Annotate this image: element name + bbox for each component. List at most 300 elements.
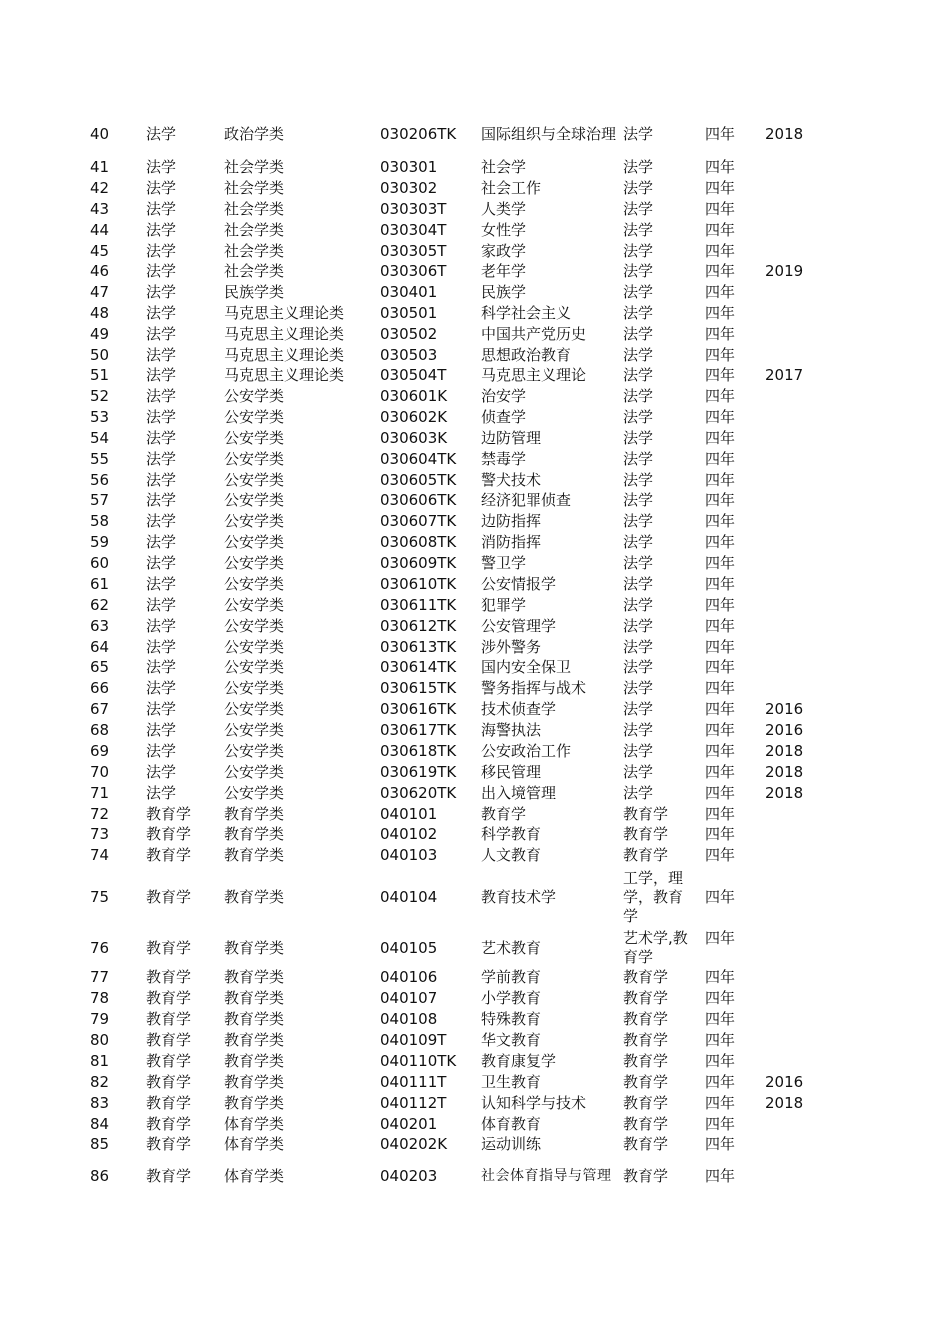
table-row: [0, 532, 950, 553]
major-class: 公安学类: [224, 387, 285, 405]
degree-type: 教育学: [623, 1094, 669, 1112]
discipline-category: 法学: [146, 491, 177, 509]
degree-type: 教育学: [623, 1166, 669, 1185]
discipline-category: 法学: [146, 158, 177, 176]
major-name: 治安学: [481, 387, 527, 405]
degree-type: 法学: [623, 221, 654, 239]
row-number: 79: [90, 1010, 110, 1028]
major-class: 公安学类: [224, 617, 285, 635]
degree-type: 教育学: [623, 825, 669, 843]
major-name: 社会工作: [481, 179, 542, 197]
major-name: 社会体育指导与管理: [481, 1167, 612, 1184]
degree-type: 法学: [623, 200, 654, 218]
major-code: 030302: [380, 179, 438, 197]
table-row: [0, 988, 950, 1009]
major-name: 公安管理学: [481, 617, 557, 635]
major-code: 040104: [380, 888, 438, 906]
table-row: [0, 553, 950, 574]
major-name: 公安政治工作: [481, 742, 572, 760]
discipline-category: 法学: [146, 658, 177, 676]
table-row: [0, 449, 950, 470]
major-code: 030605TK: [380, 471, 457, 489]
discipline-category: 法学: [146, 554, 177, 572]
major-name: 特殊教育: [481, 1010, 542, 1028]
degree-type: 法学: [623, 554, 654, 572]
table-row: [0, 1030, 950, 1051]
major-code: 030304T: [380, 221, 447, 239]
major-code: 030602K: [380, 408, 448, 426]
study-years: 四年: [705, 450, 736, 468]
major-class: 公安学类: [224, 658, 285, 676]
major-code: 040101: [380, 805, 438, 823]
discipline-category: 教育学: [146, 1094, 192, 1112]
study-years: 四年: [705, 1010, 736, 1028]
row-number: 77: [90, 968, 110, 986]
major-code: 030503: [380, 346, 438, 364]
discipline-category: 教育学: [146, 846, 192, 864]
discipline-category: 法学: [146, 283, 177, 301]
study-years: 四年: [705, 1166, 736, 1185]
table-row: [0, 1134, 950, 1155]
major-name: 边防管理: [481, 429, 542, 447]
row-number: 72: [90, 805, 110, 823]
table-row: [0, 470, 950, 491]
major-code: 030619TK: [380, 763, 457, 781]
table-row: [0, 678, 950, 699]
major-name: 思想政治教育: [481, 346, 572, 364]
study-years: 四年: [705, 325, 736, 343]
major-name: 国际组织与全球治理: [481, 124, 617, 143]
table-row: [0, 866, 950, 929]
major-class: 公安学类: [224, 721, 285, 739]
study-years: 四年: [705, 679, 736, 697]
row-number: 62: [90, 596, 110, 614]
discipline-category: 法学: [146, 596, 177, 614]
table-row: [0, 741, 950, 762]
study-years: 四年: [705, 825, 736, 843]
discipline-category: 法学: [146, 742, 177, 760]
table-row: [0, 407, 950, 428]
major-class: 社会学类: [224, 200, 285, 218]
table-row: [0, 428, 950, 449]
major-class: 公安学类: [224, 700, 285, 718]
major-code: 030206TK: [380, 124, 457, 143]
degree-type: 法学: [623, 304, 654, 322]
table-row: [0, 783, 950, 804]
degree-type: 法学: [623, 346, 654, 364]
major-name: 边防指挥: [481, 512, 542, 530]
degree-type: 教育学: [623, 1135, 669, 1153]
row-number: 49: [90, 325, 110, 343]
degree-type: 法学: [623, 658, 654, 676]
study-years: 四年: [705, 805, 736, 823]
major-class: 教育学类: [224, 968, 285, 986]
row-number: 81: [90, 1052, 110, 1070]
discipline-category: 教育学: [146, 1010, 192, 1028]
discipline-category: 法学: [146, 471, 177, 489]
major-code: 030612TK: [380, 617, 457, 635]
study-years: 四年: [705, 1052, 736, 1070]
major-class: 教育学类: [224, 825, 285, 843]
degree-type: 法学: [623, 408, 654, 426]
table-row: [0, 595, 950, 616]
major-code: 040105: [380, 938, 438, 957]
major-code: 040202K: [380, 1135, 448, 1153]
degree-type: 法学: [623, 387, 654, 405]
study-years: 四年: [705, 989, 736, 1007]
table-row: [0, 303, 950, 324]
table-row: [0, 114, 950, 154]
study-years: 四年: [705, 1031, 736, 1049]
row-number: 58: [90, 512, 110, 530]
degree-type: 法学: [623, 158, 654, 176]
table-row: [0, 241, 950, 262]
table-row: [0, 261, 950, 282]
discipline-category: 教育学: [146, 805, 192, 823]
row-number: 64: [90, 638, 110, 656]
table-row: [0, 845, 950, 866]
table-row: [0, 637, 950, 658]
major-code: 030608TK: [380, 533, 457, 551]
discipline-category: 法学: [146, 512, 177, 530]
major-class: 公安学类: [224, 471, 285, 489]
major-name: 老年学: [481, 262, 527, 280]
major-class: 社会学类: [224, 242, 285, 260]
study-years: 四年: [705, 262, 736, 280]
major-class: 马克思主义理论类: [224, 366, 345, 384]
study-years: 四年: [705, 1115, 736, 1133]
row-number: 55: [90, 450, 110, 468]
study-years: 四年: [705, 929, 736, 947]
discipline-category: 法学: [146, 721, 177, 739]
added-year: 2019: [765, 262, 804, 280]
major-name: 警犬技术: [481, 471, 542, 489]
row-number: 45: [90, 242, 110, 260]
degree-type: 法学: [623, 617, 654, 635]
discipline-category: 法学: [146, 784, 177, 802]
major-class: 教育学类: [224, 938, 285, 957]
row-number: 85: [90, 1135, 110, 1153]
major-name: 学前教育: [481, 968, 542, 986]
row-number: 69: [90, 742, 110, 760]
study-years: 四年: [705, 1073, 736, 1091]
major-class: 社会学类: [224, 158, 285, 176]
major-code: 030615TK: [380, 679, 457, 697]
major-class: 教育学类: [224, 846, 285, 864]
degree-type: 法学: [623, 325, 654, 343]
study-years: 四年: [705, 1094, 736, 1112]
major-name: 禁毒学: [481, 450, 527, 468]
major-code: 030614TK: [380, 658, 457, 676]
major-name: 消防指挥: [481, 533, 542, 551]
major-class: 公安学类: [224, 408, 285, 426]
discipline-category: 法学: [146, 408, 177, 426]
row-number: 60: [90, 554, 110, 572]
major-name: 侦查学: [481, 408, 527, 426]
study-years: 四年: [705, 491, 736, 509]
study-years: 四年: [705, 533, 736, 551]
major-name: 国内安全保卫: [481, 658, 572, 676]
major-name: 马克思主义理论: [481, 366, 587, 384]
major-name: 经济犯罪侦查: [481, 491, 572, 509]
discipline-category: 法学: [146, 679, 177, 697]
degree-type: 法学: [623, 124, 654, 143]
row-number: 78: [90, 989, 110, 1007]
row-number: 73: [90, 825, 110, 843]
study-years: 四年: [705, 124, 736, 143]
row-number: 83: [90, 1094, 110, 1112]
discipline-category: 教育学: [146, 968, 192, 986]
study-years: 四年: [705, 179, 736, 197]
table-row: [0, 345, 950, 366]
major-code: 040102: [380, 825, 438, 843]
major-class: 公安学类: [224, 742, 285, 760]
major-class: 教育学类: [224, 989, 285, 1007]
row-number: 65: [90, 658, 110, 676]
major-class: 公安学类: [224, 596, 285, 614]
major-name: 涉外警务: [481, 638, 542, 656]
degree-type: 法学: [623, 679, 654, 697]
degree-type: 教育学: [623, 1073, 669, 1091]
major-code: 030611TK: [380, 596, 457, 614]
major-code: 040201: [380, 1115, 438, 1133]
row-number: 52: [90, 387, 110, 405]
study-years: 四年: [705, 221, 736, 239]
study-years: 四年: [705, 304, 736, 322]
discipline-category: 法学: [146, 387, 177, 405]
major-class: 公安学类: [224, 512, 285, 530]
major-code: 030609TK: [380, 554, 457, 572]
major-name: 出入境管理: [481, 784, 557, 802]
major-class: 马克思主义理论类: [224, 325, 345, 343]
study-years: 四年: [705, 387, 736, 405]
row-number: 51: [90, 366, 110, 384]
major-class: 公安学类: [224, 429, 285, 447]
table-row: [0, 574, 950, 595]
study-years: 四年: [705, 700, 736, 718]
major-name: 认知科学与技术: [481, 1094, 587, 1112]
discipline-category: 教育学: [146, 938, 192, 957]
discipline-category: 法学: [146, 242, 177, 260]
major-code: 030607TK: [380, 512, 457, 530]
table-row: [0, 282, 950, 303]
major-class: 政治学类: [224, 124, 285, 143]
row-number: 44: [90, 221, 110, 239]
discipline-category: 法学: [146, 638, 177, 656]
discipline-category: 教育学: [146, 888, 192, 906]
study-years: 四年: [705, 888, 736, 906]
major-name: 海警执法: [481, 721, 542, 739]
discipline-category: 法学: [146, 763, 177, 781]
study-years: 四年: [705, 429, 736, 447]
discipline-category: 教育学: [146, 1135, 192, 1153]
table-row: [0, 386, 950, 407]
discipline-category: 法学: [146, 325, 177, 343]
degree-type: 教育学: [623, 1052, 669, 1070]
major-class: 公安学类: [224, 491, 285, 509]
major-name: 卫生教育: [481, 1073, 542, 1091]
discipline-category: 教育学: [146, 1115, 192, 1133]
major-code: 030606TK: [380, 491, 457, 509]
degree-type: 艺术学,教育学: [623, 929, 688, 966]
major-class: 公安学类: [224, 763, 285, 781]
study-years: 四年: [705, 846, 736, 864]
major-class: 体育学类: [224, 1166, 285, 1185]
row-number: 63: [90, 617, 110, 635]
major-class: 教育学类: [224, 888, 285, 906]
major-code: 040112T: [380, 1094, 447, 1112]
discipline-category: 法学: [146, 700, 177, 718]
study-years: 四年: [705, 784, 736, 802]
row-number: 57: [90, 491, 110, 509]
study-years: 四年: [705, 346, 736, 364]
row-number: 61: [90, 575, 110, 593]
added-year: 2018: [765, 763, 804, 781]
degree-type: 法学: [623, 283, 654, 301]
degree-type: 法学: [623, 700, 654, 718]
major-code: 030613TK: [380, 638, 457, 656]
discipline-category: 法学: [146, 200, 177, 218]
major-class: 公安学类: [224, 533, 285, 551]
major-code: 030301: [380, 158, 438, 176]
row-number: 47: [90, 283, 110, 301]
study-years: 四年: [705, 721, 736, 739]
table-row: [0, 720, 950, 741]
added-year: 2018: [765, 742, 804, 760]
table-row: [0, 699, 950, 720]
major-code: 030303T: [380, 200, 447, 218]
discipline-category: 法学: [146, 221, 177, 239]
major-class: 马克思主义理论类: [224, 304, 345, 322]
major-class: 教育学类: [224, 805, 285, 823]
row-number: 86: [90, 1166, 110, 1185]
discipline-category: 法学: [146, 346, 177, 364]
major-code: 030603K: [380, 429, 448, 447]
discipline-category: 法学: [146, 179, 177, 197]
row-number: 68: [90, 721, 110, 739]
added-year: 2017: [765, 366, 804, 384]
row-number: 71: [90, 784, 110, 802]
major-name: 教育技术学: [481, 888, 557, 906]
table-row: [0, 657, 950, 678]
major-name: 人类学: [481, 200, 527, 218]
added-year: 2018: [765, 784, 804, 802]
major-code: 040106: [380, 968, 438, 986]
row-number: 80: [90, 1031, 110, 1049]
major-code: 030305T: [380, 242, 447, 260]
major-class: 社会学类: [224, 262, 285, 280]
degree-type: 法学: [623, 575, 654, 593]
row-number: 59: [90, 533, 110, 551]
added-year: 2016: [765, 1073, 804, 1091]
table-row: [0, 1051, 950, 1072]
major-class: 民族学类: [224, 283, 285, 301]
major-code: 030604TK: [380, 450, 457, 468]
degree-type: 法学: [623, 450, 654, 468]
major-class: 公安学类: [224, 575, 285, 593]
degree-type: 教育学: [623, 1010, 669, 1028]
major-name: 家政学: [481, 242, 527, 260]
degree-type: 教育学: [623, 989, 669, 1007]
major-name: 华文教育: [481, 1031, 542, 1049]
table-row: [0, 967, 950, 988]
table-row: [0, 616, 950, 637]
study-years: 四年: [705, 763, 736, 781]
discipline-category: 教育学: [146, 1166, 192, 1185]
row-number: 40: [90, 124, 110, 143]
table-row: [0, 490, 950, 511]
major-name: 教育康复学: [481, 1052, 557, 1070]
added-year: 2018: [765, 124, 804, 143]
major-name: 科学社会主义: [481, 304, 572, 322]
row-number: 48: [90, 304, 110, 322]
degree-type: 法学: [623, 471, 654, 489]
major-code: 030620TK: [380, 784, 457, 802]
discipline-category: 法学: [146, 429, 177, 447]
study-years: 四年: [705, 968, 736, 986]
degree-type: 法学: [623, 179, 654, 197]
major-code: 040108: [380, 1010, 438, 1028]
major-code: 030502: [380, 325, 438, 343]
major-class: 教育学类: [224, 1073, 285, 1091]
study-years: 四年: [705, 408, 736, 426]
study-years: 四年: [705, 742, 736, 760]
degree-type: 法学: [623, 742, 654, 760]
major-class: 社会学类: [224, 179, 285, 197]
table-row: [0, 929, 950, 967]
discipline-category: 法学: [146, 262, 177, 280]
major-class: 社会学类: [224, 221, 285, 239]
major-code: 040203: [380, 1166, 438, 1185]
major-code: 040107: [380, 989, 438, 1007]
degree-type: 教育学: [623, 805, 669, 823]
discipline-category: 法学: [146, 450, 177, 468]
study-years: 四年: [705, 1135, 736, 1153]
major-class: 教育学类: [224, 1010, 285, 1028]
major-class: 教育学类: [224, 1052, 285, 1070]
table-row: [0, 365, 950, 386]
discipline-category: 法学: [146, 575, 177, 593]
major-code: 040103: [380, 846, 438, 864]
degree-type: 法学: [623, 721, 654, 739]
study-years: 四年: [705, 200, 736, 218]
major-class: 公安学类: [224, 679, 285, 697]
major-class: 体育学类: [224, 1135, 285, 1153]
study-years: 四年: [705, 617, 736, 635]
discipline-category: 法学: [146, 617, 177, 635]
major-code: 030501: [380, 304, 438, 322]
degree-type: 法学: [623, 262, 654, 280]
major-name: 移民管理: [481, 763, 542, 781]
added-year: 2016: [765, 721, 804, 739]
degree-type: 法学: [623, 763, 654, 781]
major-name: 民族学: [481, 283, 527, 301]
degree-type: 法学: [623, 366, 654, 384]
major-name: 人文教育: [481, 846, 542, 864]
table-row: [0, 199, 950, 220]
major-class: 教育学类: [224, 1094, 285, 1112]
major-code: 030618TK: [380, 742, 457, 760]
row-number: 70: [90, 763, 110, 781]
major-name: 艺术教育: [481, 938, 542, 957]
row-number: 54: [90, 429, 110, 447]
major-code: 030306T: [380, 262, 447, 280]
degree-type: 工学，理学，教育学: [623, 869, 684, 925]
study-years: 四年: [705, 158, 736, 176]
row-number: 53: [90, 408, 110, 426]
study-years: 四年: [705, 471, 736, 489]
study-years: 四年: [705, 366, 736, 384]
